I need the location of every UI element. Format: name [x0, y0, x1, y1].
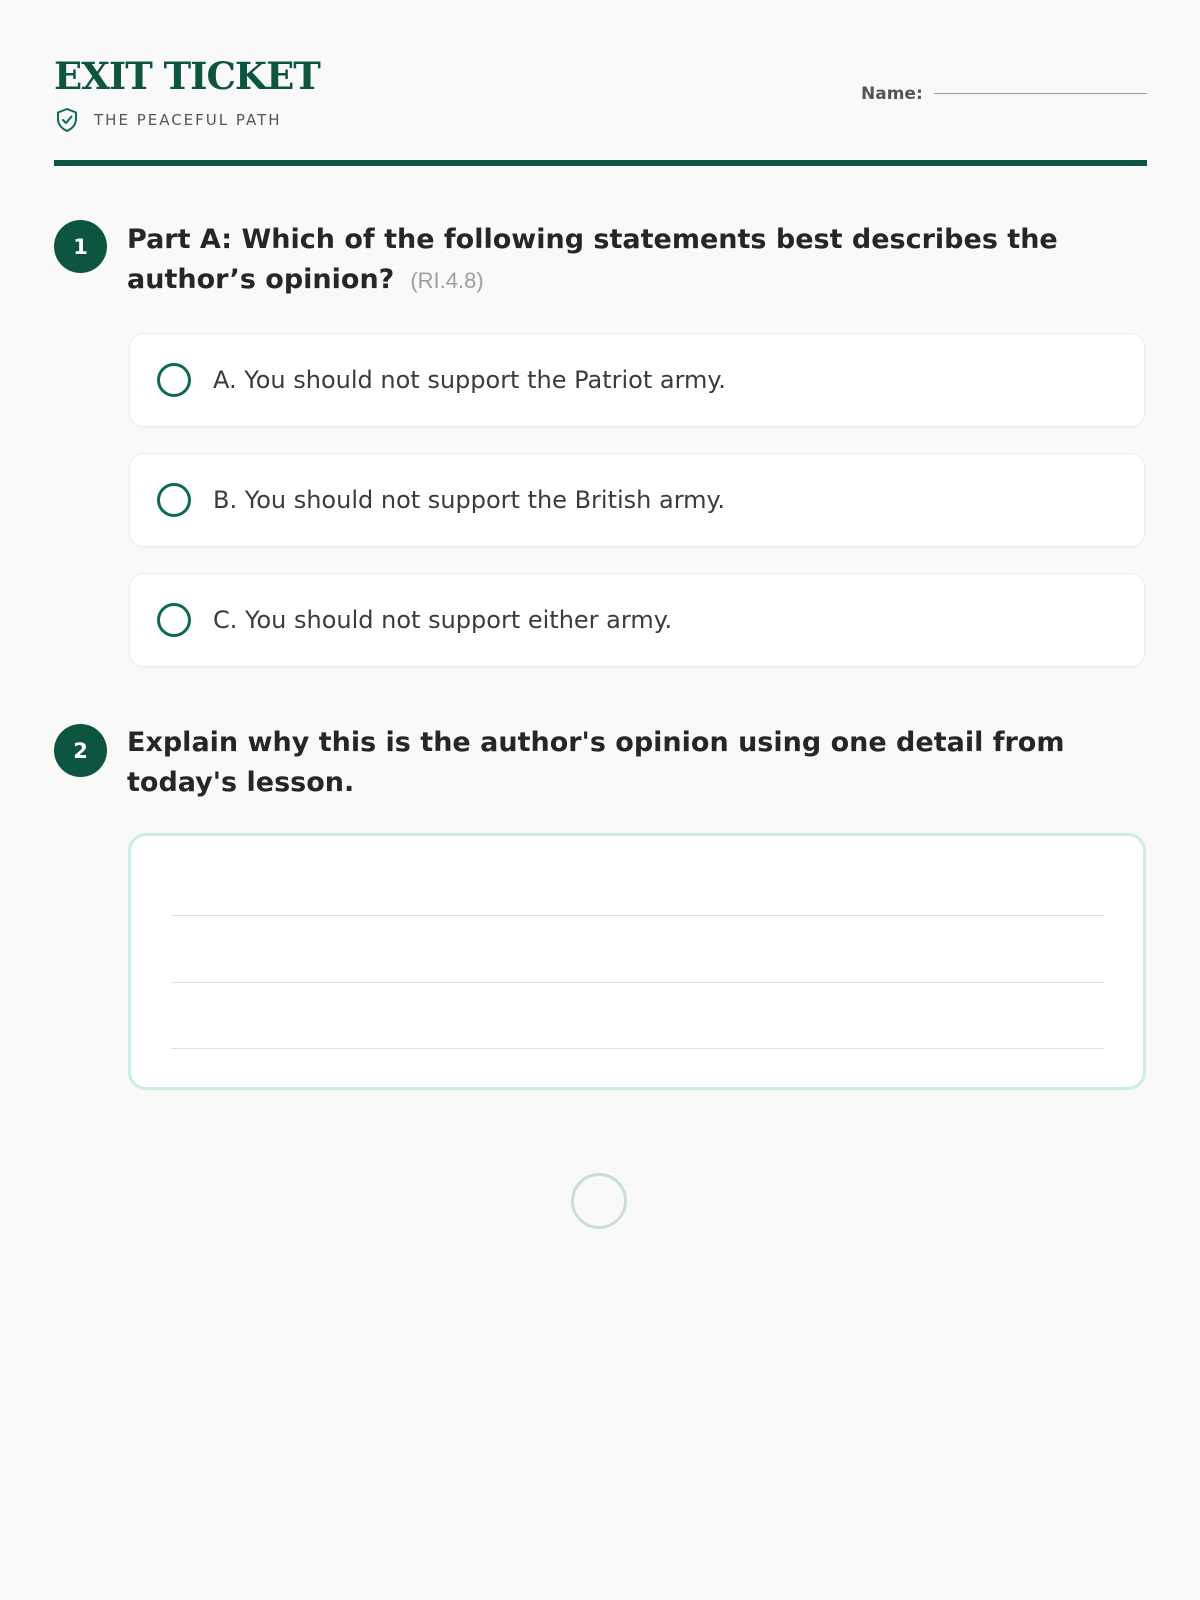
standard-code: (RI.4.8)	[410, 268, 484, 293]
option-label: A. You should not support the Patriot army.	[213, 366, 726, 394]
option-label: B. You should not support the British army.	[213, 486, 725, 514]
writing-line	[171, 982, 1104, 983]
subtitle-row	[55, 107, 282, 133]
page-title: EXIT TICKET	[54, 54, 320, 98]
header-divider	[54, 160, 1147, 166]
writing-line	[171, 915, 1104, 916]
radio-button[interactable]	[157, 603, 191, 637]
answer-option-b[interactable]	[129, 453, 1145, 547]
question-prompt: Explain why this is the author's opinion using one detail from today's lesson.	[127, 727, 1065, 798]
written-response-area[interactable]	[128, 833, 1146, 1090]
radio-button[interactable]	[157, 483, 191, 517]
writing-line	[171, 1048, 1104, 1049]
answer-option-a[interactable]	[129, 333, 1145, 427]
answer-option-c[interactable]	[129, 573, 1145, 667]
page-subtitle: THE PEACEFUL PATH	[94, 111, 282, 129]
question-text	[127, 723, 1137, 803]
name-field[interactable]	[934, 93, 1147, 94]
option-label: C. You should not support either army.	[213, 606, 673, 634]
question-number-badge: 1	[54, 220, 107, 273]
radio-button[interactable]	[157, 363, 191, 397]
circle-icon	[571, 1173, 627, 1229]
question-number-badge: 2	[54, 724, 107, 777]
question-text	[127, 220, 1137, 301]
shield-check-icon	[55, 107, 79, 133]
name-label: Name:	[861, 84, 923, 104]
question-prompt: Part A: Which of the following statements best describes the author’s opinion?	[127, 224, 1058, 295]
